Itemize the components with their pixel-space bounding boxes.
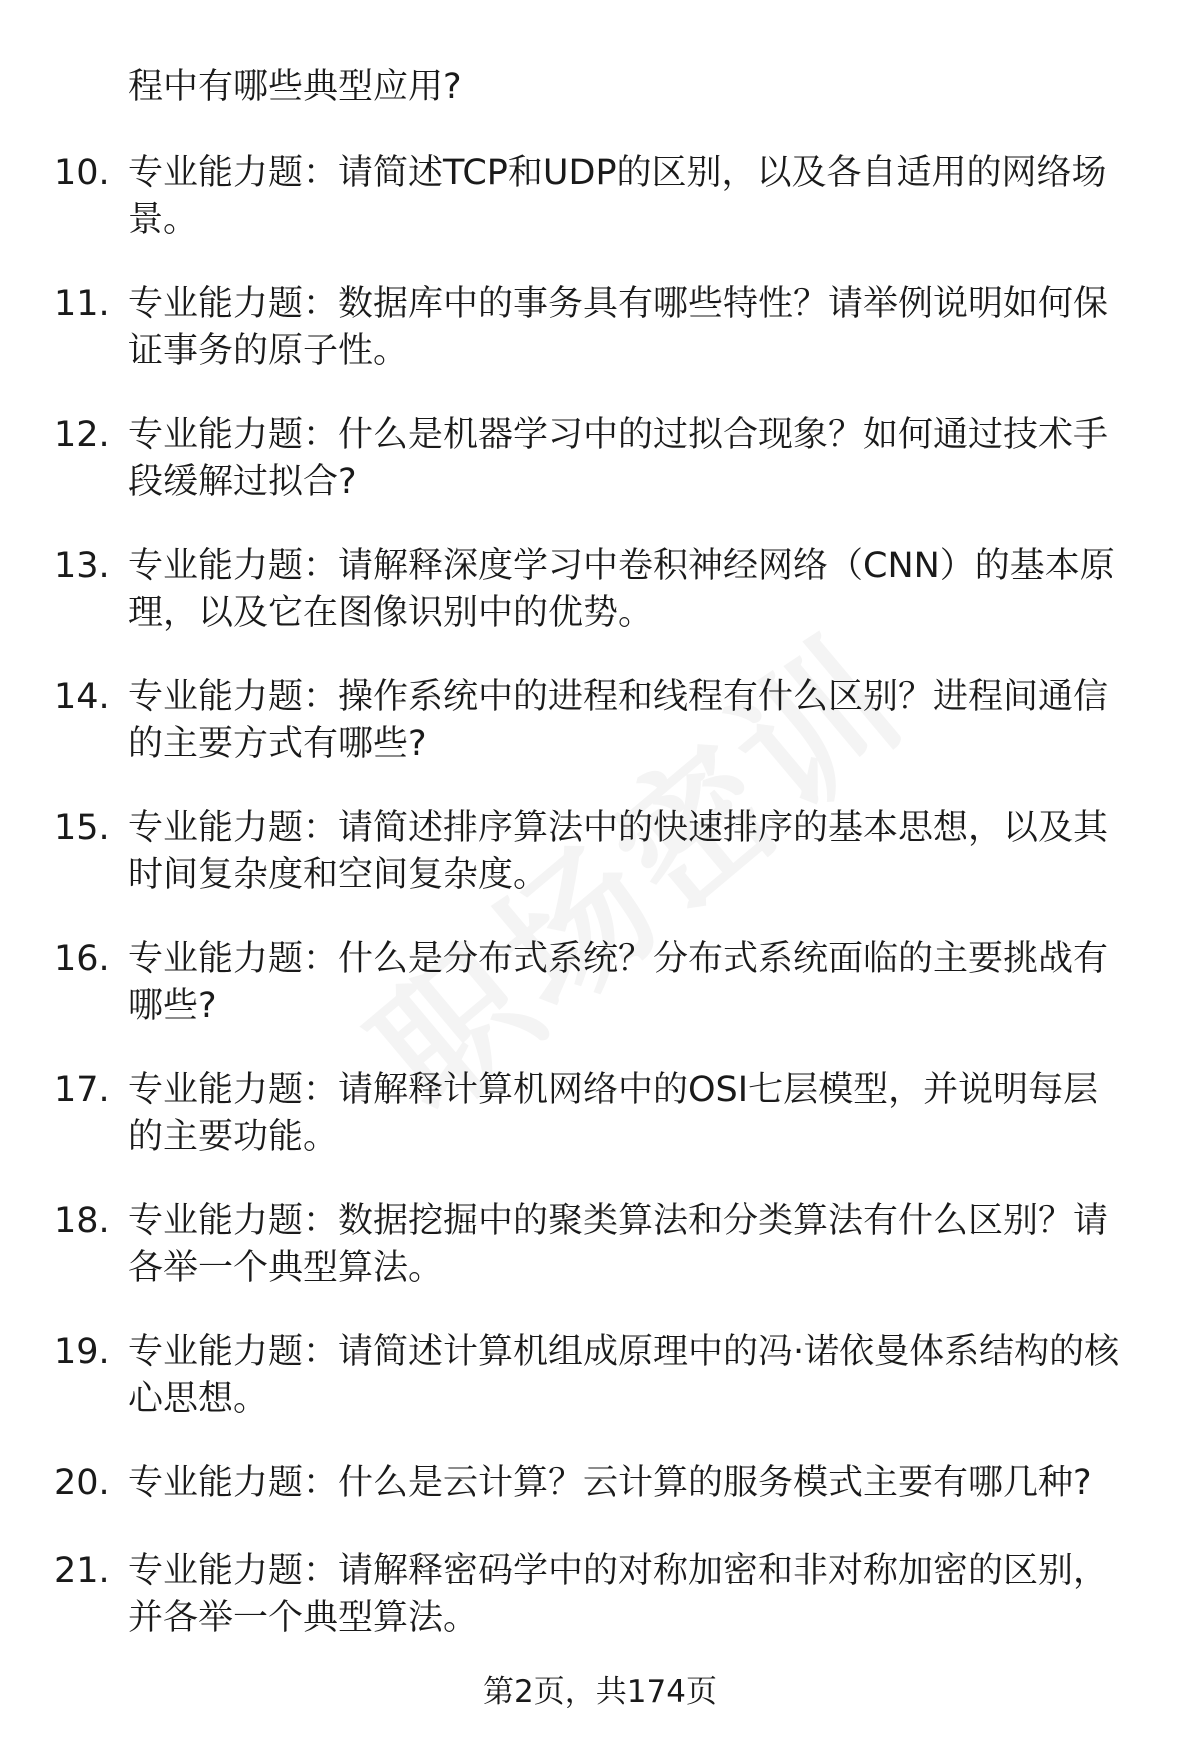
question-text-line: 专业能力题：请简述TCP和UDP的区别，以及各自适用的网络场 [128, 153, 1107, 193]
question-text [128, 1198, 1148, 1292]
question-text-line: 的主要方式有哪些? [128, 724, 427, 764]
question-text-line: 景。 [128, 200, 199, 240]
question-text-line: 专业能力题：请解释计算机网络中的OSI七层模型，并说明每层 [128, 1070, 1099, 1110]
question-text [128, 412, 1148, 506]
question-number: 20. [54, 1463, 110, 1503]
question-text-line: 的主要功能。 [128, 1117, 339, 1157]
question-text-line: 专业能力题：请解释密码学中的对称加密和非对称加密的区别， [128, 1551, 1109, 1591]
question-text-line: 段缓解过拟合? [128, 462, 357, 502]
page-footer: 第2页，共174页 [483, 1674, 717, 1710]
question-number: 12. [54, 415, 110, 455]
question-number: 13. [54, 546, 110, 586]
question-text [128, 1460, 1148, 1507]
question-text-line: 哪些? [128, 986, 217, 1026]
question-number: 19. [54, 1332, 110, 1372]
list-item [0, 1460, 1200, 1548]
question-text-line: 证事务的原子性。 [128, 331, 409, 371]
question-text-line: 专业能力题：什么是分布式系统？分布式系统面临的主要挑战有 [128, 939, 1109, 979]
question-text-line: 时间复杂度和空间复杂度。 [128, 855, 549, 895]
list-item [0, 1067, 1200, 1198]
question-text-line: 并各举一个典型算法。 [128, 1598, 479, 1638]
question-number: 11. [54, 284, 110, 324]
question-text-line: 专业能力题：什么是云计算？云计算的服务模式主要有哪几种? [128, 1463, 1092, 1503]
question-list [0, 150, 1200, 1679]
question-text-line: 理，以及它在图像识别中的优势。 [128, 593, 654, 633]
question-text-line: 各举一个典型算法。 [128, 1248, 444, 1288]
question-text [128, 150, 1148, 244]
question-text [128, 1548, 1148, 1642]
list-item [0, 150, 1200, 281]
question-text-line: 专业能力题：操作系统中的进程和线程有什么区别？进程间通信 [128, 677, 1109, 717]
list-item [0, 936, 1200, 1067]
question-text-line: 专业能力题：请解释深度学习中卷积神经网络（CNN）的基本原 [128, 546, 1115, 586]
question-text-line: 心思想。 [128, 1379, 269, 1419]
question-text [128, 1329, 1148, 1423]
list-item [0, 1548, 1200, 1679]
question-text-line: 专业能力题：数据库中的事务具有哪些特性？请举例说明如何保 [128, 284, 1109, 324]
question-number: 21. [54, 1551, 110, 1591]
question-text [128, 805, 1148, 899]
question-number: 10. [54, 153, 110, 193]
question-text [128, 1067, 1148, 1161]
question-text [128, 281, 1148, 375]
list-item [0, 543, 1200, 674]
question-number: 16. [54, 939, 110, 979]
question-text [128, 936, 1148, 1030]
question-number: 17. [54, 1070, 110, 1110]
list-item [0, 412, 1200, 543]
question-text-line: 专业能力题：请简述计算机组成原理中的冯·诺依曼体系结构的核 [128, 1332, 1120, 1372]
list-item [0, 674, 1200, 805]
question-number: 18. [54, 1201, 110, 1241]
question-number: 15. [54, 808, 110, 848]
question-text [128, 674, 1148, 768]
question-text-line: 专业能力题：请简述排序算法中的快速排序的基本思想，以及其 [128, 808, 1109, 848]
list-item [0, 805, 1200, 936]
list-item [0, 281, 1200, 412]
question-text [128, 543, 1148, 637]
question-text-line: 专业能力题：什么是机器学习中的过拟合现象？如何通过技术手 [128, 415, 1109, 455]
question-number: 14. [54, 677, 110, 717]
question-text-line: 专业能力题：数据挖掘中的聚类算法和分类算法有什么区别？请 [128, 1201, 1109, 1241]
list-item [0, 1198, 1200, 1329]
list-item [0, 1329, 1200, 1460]
continued-question-text: 程中有哪些典型应用? [128, 67, 462, 107]
